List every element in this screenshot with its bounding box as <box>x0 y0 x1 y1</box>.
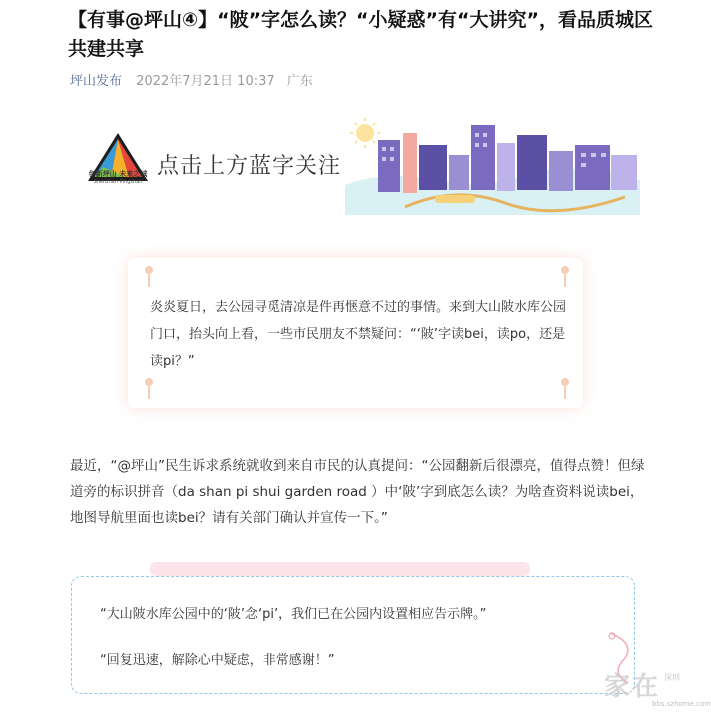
decorative-band <box>150 562 530 576</box>
pin-icon <box>144 378 154 400</box>
reply-box <box>71 576 635 694</box>
logo-english: Shenzhen Pingshan <box>93 179 143 185</box>
pin-icon <box>144 266 154 288</box>
account-link[interactable]: 坪山发布 <box>70 74 123 89</box>
body-paragraph: 最近，“@坪山”民生诉求系统就收到来自市民的认真提问：“公园翻新后很漂亮，值得点赞！但绿道旁的标识拼音（da shan pi shui garden road ）中‘陂’字到底怎么读？为啥查资料说读bei，地图导航里面也读bei？请有关部门确认并宣传一下。” <box>70 458 645 526</box>
intro-quote-card <box>128 258 583 408</box>
follow-banner[interactable] <box>75 115 640 215</box>
publish-date: 2022年7月21日 10:37 <box>136 74 275 89</box>
pin-icon <box>560 378 570 400</box>
watermark-url: bbs.szhome.com <box>652 700 711 708</box>
city-illustration <box>345 115 640 215</box>
watermark-logo: 家在 <box>604 672 661 702</box>
logo-slogan: 创新坪山 未来之城 <box>88 170 148 178</box>
publish-location: 广东 <box>286 74 313 89</box>
follow-prompt: 点击上方蓝字关注 <box>157 154 342 179</box>
article-meta <box>70 70 313 89</box>
article-title: 【有事@坪山④】“陂”字怎么读？“小疑惑”有“大讲究”，看品质城区共建共享 <box>68 9 654 60</box>
reply-line-citizen: “回复迅速，解除心中疑虑，非常感谢！” <box>100 653 335 668</box>
sun-icon <box>350 118 380 148</box>
watermark-city: 深圳 <box>664 673 680 682</box>
intro-text: 炎炎夏日，去公园寻觅清凉是件再惬意不过的事情。来到大山陂水库公园门口，抬头向上看，一些市民朋友不禁疑问：“‘陂’字读bei，读po，还是读pi？” <box>150 300 567 369</box>
reply-line-official: “大山陂水库公园中的‘陂’念‘pi’，我们已在公园内设置相应告示牌。” <box>100 607 487 622</box>
pin-icon <box>560 266 570 288</box>
